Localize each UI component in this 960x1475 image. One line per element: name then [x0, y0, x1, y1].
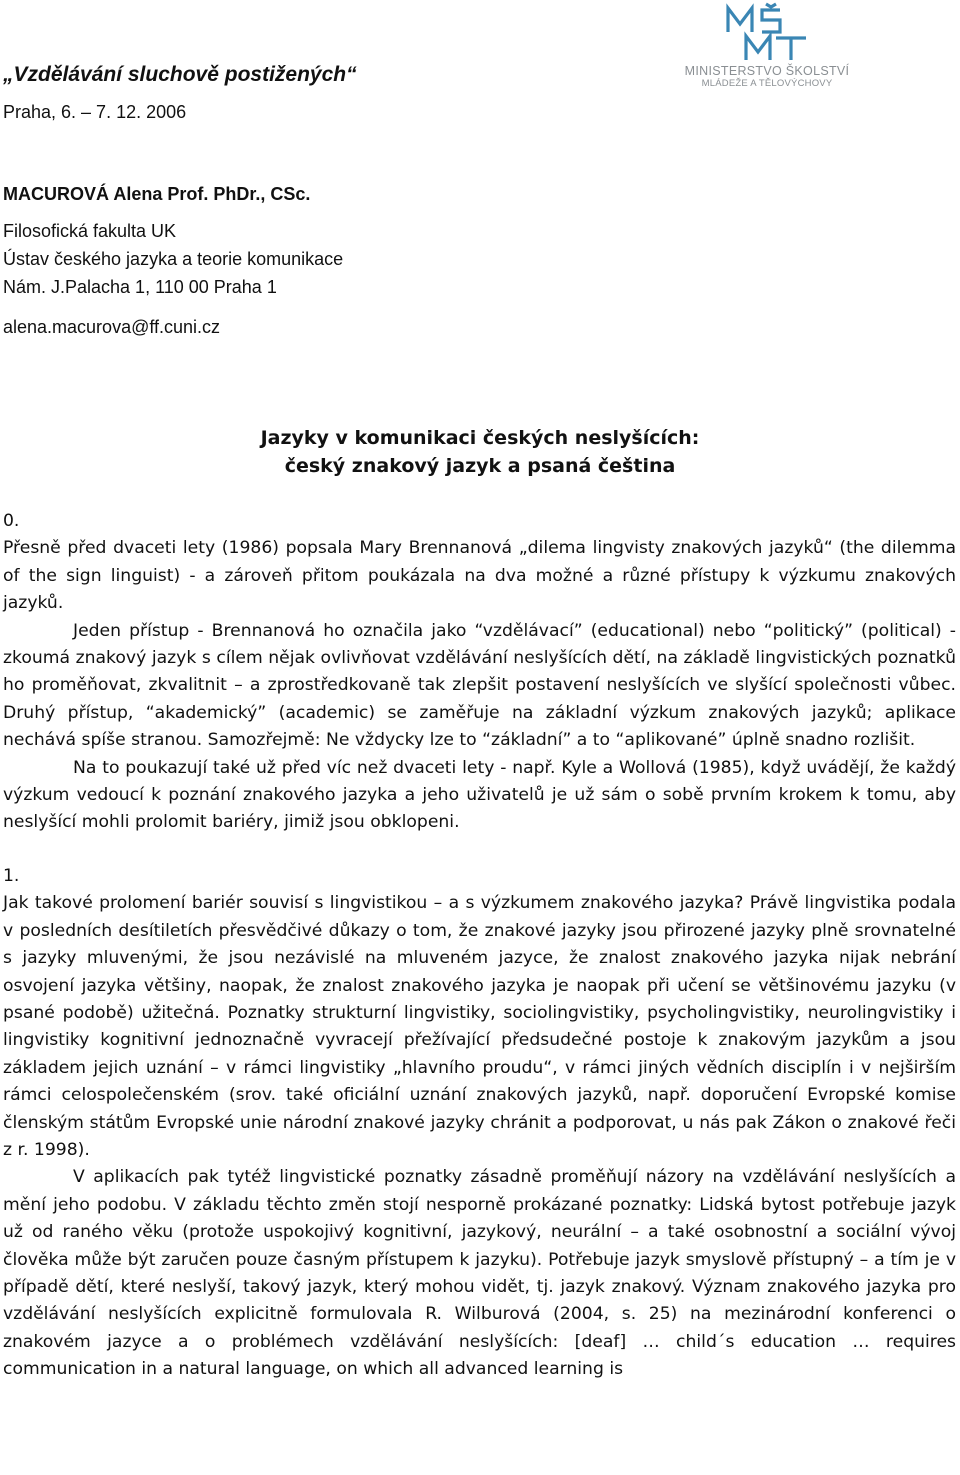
article-body	[3, 508, 956, 1384]
place-date: Praha, 6. – 7. 12. 2006	[3, 102, 187, 122]
section1-paragraph1: Jak takové prolomení bariér souvisí s lingvistikou – a s výzkumem znakového jazyka? Právě lingvistika podala v posledních desítiletích přesvědčivé důkazy o tom, že znakové jazyky jsou přirozené jazyky plně srovnatelné s jazyky mluvenými, že jsou nezávislé na mluveném jazyce, že znalost znakového jazyka nijak nebrání osvojení jazyka většiny, naopak, že znalost znakového jazyka je naopak při učení se většinovému jazyku (v psané podobě) užitečná. Poznatky strukturní lingvistiky, sociolingvistiky, psycholingvistiky, neurolingvistiky i lingvistiky kognitivní jednoznačně vyvracejí přežívající předsudečné postoje k znakovým jazykům a jsou základem jejich uznání – v rámci lingvistiky „hlavního proudu“, v rámci jiných vědních disciplín i v nejširším rámci celospolečenském (srov. také oficiální uznání znakových jazyků, např. doporučení Evropské komise členským státům Evropské unie národní znakové jazyky chránit a podporovat, u nás pak Zákon o znakové řeči z r. 1998).	[3, 893, 956, 1160]
msmt-monogram-icon	[684, 2, 850, 66]
institution-department: Ústav českého jazyka a teorie komunikace	[3, 249, 344, 269]
institution-faculty: Filosofická fakulta UK	[3, 221, 177, 241]
author-name: MACUROVÁ Alena Prof. PhDr., CSc.	[3, 184, 311, 204]
email-address[interactable]: alena.macurova@ff.cuni.cz	[3, 317, 221, 337]
ministry-logo	[684, 2, 850, 90]
article-title-line1: Jazyky v komunikaci českých neslyšících:	[260, 427, 700, 449]
postal-address: Nám. J.Palacha 1, 110 00 Praha 1	[3, 277, 277, 297]
section1-paragraph2: V aplikacích pak tytéž lingvistické poznatky zásadně proměňují názory na vzdělávání neslyšících a mění jeho podobu. V základu těchto změn stojí nesporně prokázané poznatky: Lidská bytost potřebuje jazyk už od raného věku (protože uspokojivý kognitivní, jazykový, neurální – a také osobnostní a sociální vývoj člověka může být zaručen pouze časným přístupem k jazyku). Potřebuje jazyk smyslově přístupný – a tím je v případě dětí, které neslyší, takový jazyk, který mohou vidět, tj. jazyk znakový. Význam znakového jazyka pro vzdělávání neslyšících explicitně formulovala R. Wilburová (2004, s. 25) na mezinárodní konferenci o znakovém jazyce a o problémech vzdělávání neslyšících: [deaf] … child´s education … requires communication in a natural language, on which all advanced learning is	[3, 1167, 956, 1380]
conference-title: „Vzdělávání sluchově postižených“	[3, 63, 357, 86]
section-gap	[3, 837, 956, 863]
logo-line-ministry: MINISTERSTVO ŠKOLSTVÍ	[684, 64, 850, 78]
section0-paragraph2: Jeden přístup - Brennanová ho označila jako “vzdělávací” (educational) nebo “politický” (political) - zkoumá znakový jazyk s cílem nějak ovlivňovat vzdělávání neslyšících dětí, na základě lingvistických poznatků ho proměňovat, zkvalitnit – a zprostředkovaně tak zlepšit postavení neslyšících ve slyšící společnosti vůbec. Druhý přístup, “akademický” (academic) se zaměřuje na základní výzkum znakových jazyků; aplikace nechává spíše stranou. Samozřejmě: Ne vždycky lze to “základní” a to “aplikované” úplně snadno rozlišit.	[3, 620, 956, 751]
section-number-0: 0.	[3, 511, 20, 531]
section0-paragraph3: Na to poukazují také už před víc než dvaceti lety - např. Kyle a Wollová (1985), když uvádějí, že každý výzkum vedoucí k poznání znakového jazyka a jeho uživatelů je už sám o sobě prvním krokem k tomu, aby neslyšící mohli prolomit bariéry, jimiž jsou obklopeni.	[3, 757, 956, 833]
section-number-1: 1.	[3, 865, 20, 886]
article-title-line2: český znakový jazyk a psaná čeština	[284, 455, 676, 477]
logo-line-youth-sport: MLÁDEŽE A TĚLOVÝCHOVY	[701, 78, 833, 89]
section0-paragraph1: Přesně před dvaceti lety (1986) popsala Mary Brennanová „dilema lingvisty znakových jazyků“ (the dilemma of the sign linguist) - a zároveň přitom poukázala na dva možné a různé přístupy k výzkumu znakových jazyků.	[3, 538, 956, 614]
